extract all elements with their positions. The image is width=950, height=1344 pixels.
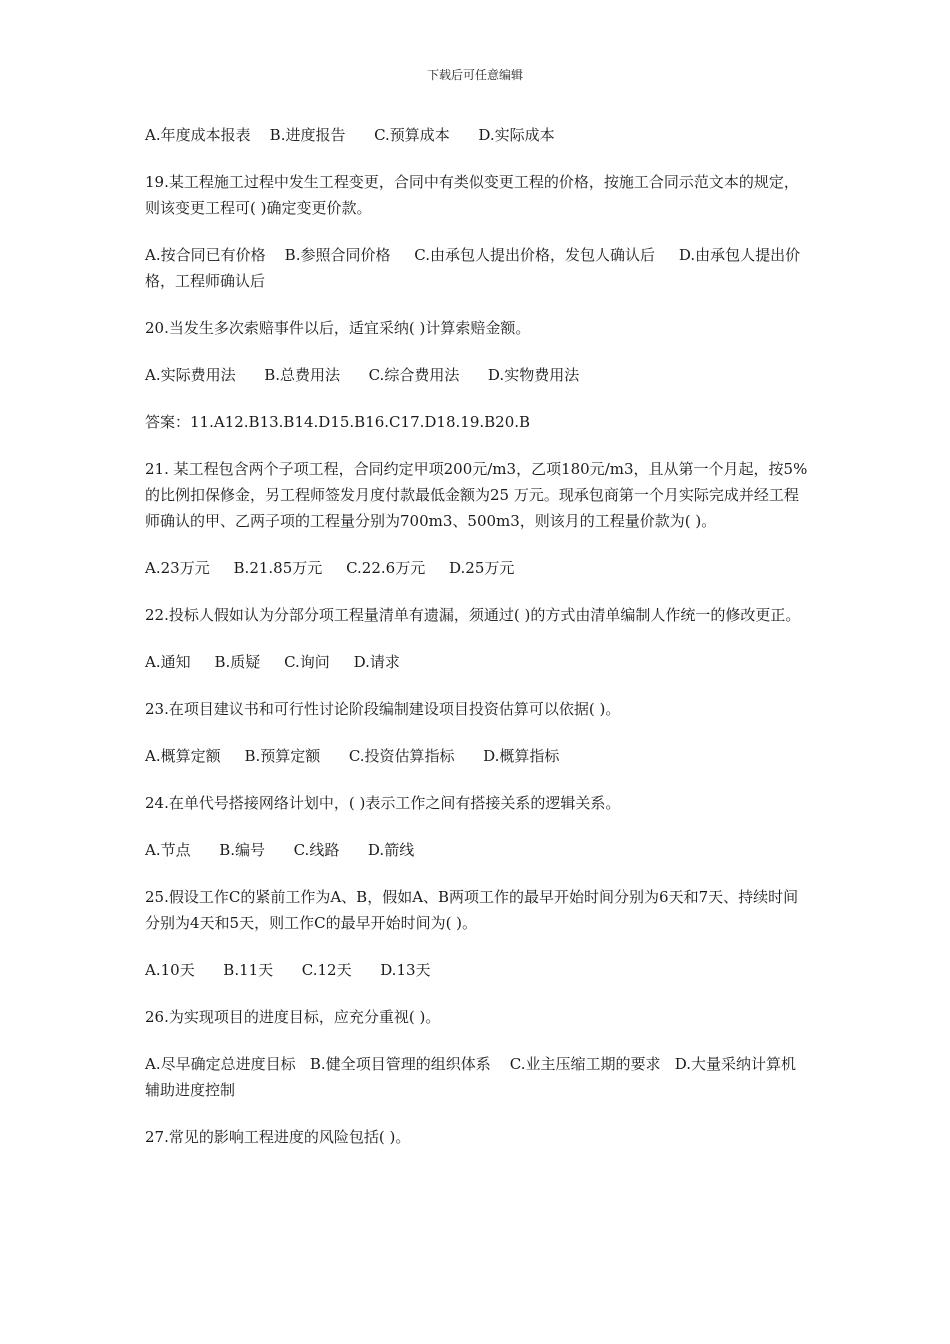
options-line: A.按合同已有价格 B.参照合同价格 C.由承包人提出价格，发包人确认后 D.由承包人提出价格，工程师确认后 xyxy=(145,246,801,290)
document-body xyxy=(145,122,810,1171)
answer-key: 答案：11.A12.B13.B14.D15.B16.C17.D18.19.B20.B xyxy=(145,413,531,431)
options-line: A.实际费用法 B.总费用法 C.综合费用法 D.实物费用法 xyxy=(145,366,580,384)
options-line: A.概算定额 B.预算定额 C.投资估算指标 D.概算指标 xyxy=(145,747,560,765)
options-line: A.节点 B.编号 C.线路 D.箭线 xyxy=(145,841,415,859)
question-21: 21. 某工程包含两个子项工程，合同约定甲项200元/m3，乙项180元/m3，且从第一个月起，按5%的比例扣保修金，另工程师签发月度付款最低金额为25 万元。现承包商第一个月实际完成并经工程师确认的甲、乙两子项的工程量分别为700m3、500m3，则该月的工程量价款为( )。 xyxy=(145,460,808,530)
page-header: 下载后可任意编辑 xyxy=(426,68,523,82)
question-26: 26.为实现项目的进度目标，应充分重视( )。 xyxy=(145,1008,441,1026)
question-27: 27.常见的影响工程进度的风险包括( )。 xyxy=(145,1128,411,1146)
question-23: 23.在项目建议书和可行性讨论阶段编制建设项目投资估算可以依据( )。 xyxy=(145,700,621,718)
question-25: 25.假设工作C的紧前工作为A、B，假如A、B两项工作的最早开始时间分别为6天和7天、持续时间分别为4天和5天，则工作C的最早开始时间为( )。 xyxy=(145,888,799,932)
question-22: 22.投标人假如认为分部分项工程量清单有遗漏，须通过( )的方式由清单编制人作统一的修改更正。 xyxy=(145,606,801,624)
options-line: A.23万元 B.21.85万元 C.22.6万元 D.25万元 xyxy=(145,559,515,577)
question-20: 20.当发生多次索赔事件以后，适宜采纳( )计算索赔金额。 xyxy=(145,319,531,337)
question-24: 24.在单代号搭接网络计划中，( )表示工作之间有搭接关系的逻辑关系。 xyxy=(145,794,621,812)
options-line: A.通知 B.质疑 C.询问 D.请求 xyxy=(145,653,400,671)
options-line: A.10天 B.11天 C.12天 D.13天 xyxy=(145,961,431,979)
question-19: 19.某工程施工过程中发生工程变更，合同中有类似变更工程的价格，按施工合同示范文本的规定，则该变更工程可( )确定变更价款。 xyxy=(145,173,799,217)
options-line: A.尽早确定总进度目标 B.健全项目管理的组织体系 C.业主压缩工期的要求 D.大量采纳计算机辅助进度控制 xyxy=(145,1055,797,1099)
options-line: A.年度成本报表 B.进度报告 C.预算成本 D.实际成本 xyxy=(145,126,555,144)
